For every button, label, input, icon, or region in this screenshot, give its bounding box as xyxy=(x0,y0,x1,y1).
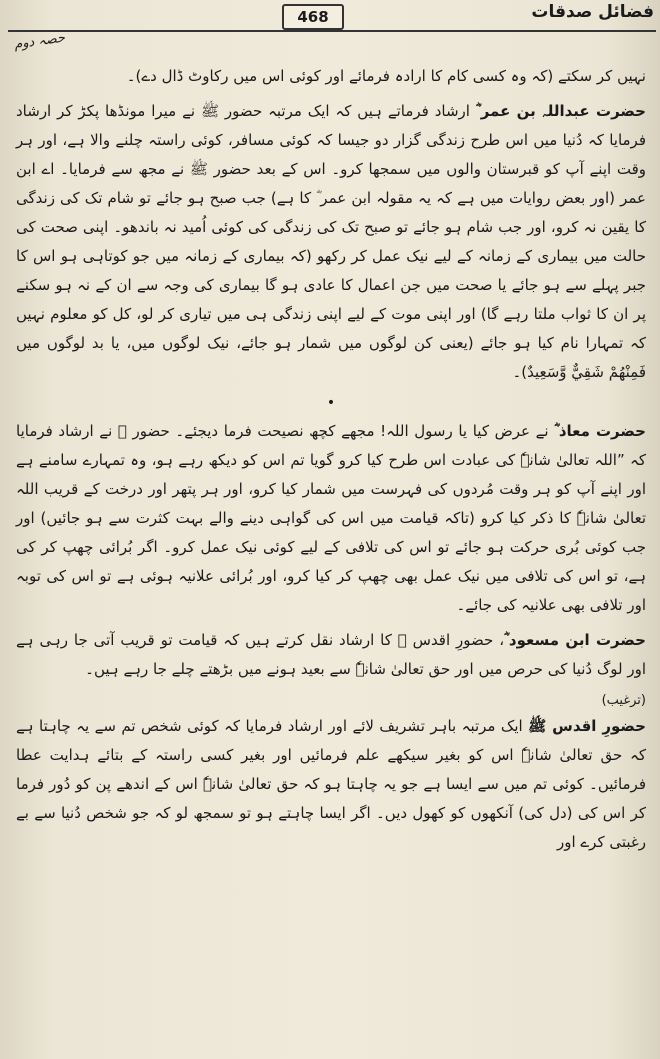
header-rule xyxy=(8,30,656,32)
paragraph-text: نے عرض کیا یا رسول اللہ! مجھے کچھ نصیحت فرما دیجئے۔ حضور ﷺ نے ارشاد فرمایا کہ ”اللہ تعالیٰ شانہٗ کی عبادت اس طرح کیا کرو گویا تم اس کو دیکھ رہے ہو، وہ تمہارے سامنے ہے اور اپنے آپ کو ہر وقت مُردوں کی فہرست میں شمار کیا کرو، اور ہر پتھر اور درخت کے قریب اللہ تعالیٰ شانہٗ کا ذکر کیا کرو (تاکہ قیامت میں اس کی گواہی دینے والے بہت کثرت سے ہو جائیں) اور جب کوئی بُری حرکت ہو جائے تو اس کی تلافی کے لیے کوئی نیک عمل کرو۔ اگر بُرائی چھپ کر کی ہے، تو اس کی تلافی میں نیک عمل بھی چھپ کر کیا کرو، اور بُرائی علانیہ ہوئی ہے تو اس کی توبہ اور تلافی بھی علانیہ کی جائے۔ xyxy=(16,422,646,614)
paragraph-text: ارشاد فرماتے ہیں کہ ایک مرتبہ حضور ﷺ نے میرا مونڈھا پکڑ کر ارشاد فرمایا کہ دُنیا میں اس طرح زندگی گزار دو جیسا کہ کوئی مسافر، کوئی راستہ چلنے والا ہے، اور ہر وقت اپنے آپ کو قبرستان والوں میں سمجھا کرو۔ اس کے بعد حضور ﷺ نے مجھ سے فرمایا۔ اے ابن عمر (اور بعض روایات میں ہے کہ یہ مقولہ ابن عمر ؓ کا ہے) جب صبح ہو جائے تو شام تک کی زندگی کا یقین نہ کرو، اور جب شام ہو جائے تو صبح تک کی زندگی کی کوئی اُمید نہ باندھو۔ اپنی صحت کی حالت میں بیماری کے زمانہ کے لیے نیک عمل کر رکھو (کہ بیماری کے زمانہ میں جو کوتاہی ہو اس کا جبر پہلے سے ہو جائے یا صحت میں جن اعمال کا عادی ہو گا بیماری کی وجہ سے ان کے نہ ہو سکنے پر ان کا ثواب ملتا رہے گا) اور اپنی موت کے لیے اپنی زندگی ہی میں تیاری کر لو، کل کو معلوم نہیں کہ تمہارا نام کیا ہو جائے (یعنی کن لوگوں میں شمار ہو جائے، نیک لوگوں میں، یا بد لوگوں میں فَمِنْهُمْ شَقِيٌّ وَّسَعِيدٌ)۔ xyxy=(16,102,646,381)
paragraph-lead: حضورِ اقدس ﷺ xyxy=(528,717,646,735)
paragraph-text: ، حضورِ اقدس ﷺ کا ارشاد نقل کرتے ہیں کہ قیامت تو قریب آتی جا رہی ہے اور لوگ دُنیا کی حرص میں اور حق تعالیٰ شانہٗ سے بعید ہونے میں بڑھتے چلے جا رہے ہیں۔ xyxy=(16,631,646,678)
citation: (ترغیب) xyxy=(601,693,646,708)
section-ornament: • xyxy=(326,395,336,411)
paragraph-lead: حضرت ابن مسعود ؓ xyxy=(504,631,646,649)
page-number: 468 xyxy=(282,4,344,30)
paragraph-text: نہیں کر سکتے (کہ وہ کسی کام کا ارادہ فرمائے اور کوئی اس میں رکاوٹ ڈال دے)۔ xyxy=(126,67,646,85)
paragraph xyxy=(16,417,646,620)
running-title: فضائل صدقات xyxy=(531,2,654,22)
paragraph-lead: حضرت معاذ ؓ xyxy=(554,422,646,440)
volume-label: حصہ دوم xyxy=(13,30,66,53)
paragraph-lead: حضرت عبداللہ بن عمر ؓ xyxy=(475,102,646,120)
body-text xyxy=(16,62,646,863)
paragraph xyxy=(16,97,646,387)
paragraph xyxy=(16,712,646,857)
paragraph xyxy=(16,62,646,91)
paragraph xyxy=(16,626,646,684)
paragraph-text: ایک مرتبہ باہر تشریف لائے اور ارشاد فرمایا کہ کوئی شخص تم سے یہ چاہتا ہے کہ حق تعالیٰ شانہٗ اس کو بغیر سیکھے علم فرمائیں اور بغیر کسی راستہ کے بتائے ہدایت عطا فرمائیں۔ کوئی تم میں سے ایسا ہے جو یہ چاہتا ہو کہ حق تعالیٰ شانہٗ اس کے اندھے پن کو دُور فرما کر اس کی (دل کی) آنکھوں کو کھول دیں۔ اگر ایسا چاہتے ہو تو سمجھ لو کہ جو شخص دُنیا سے بے رغبتی کرے اور xyxy=(16,717,646,851)
